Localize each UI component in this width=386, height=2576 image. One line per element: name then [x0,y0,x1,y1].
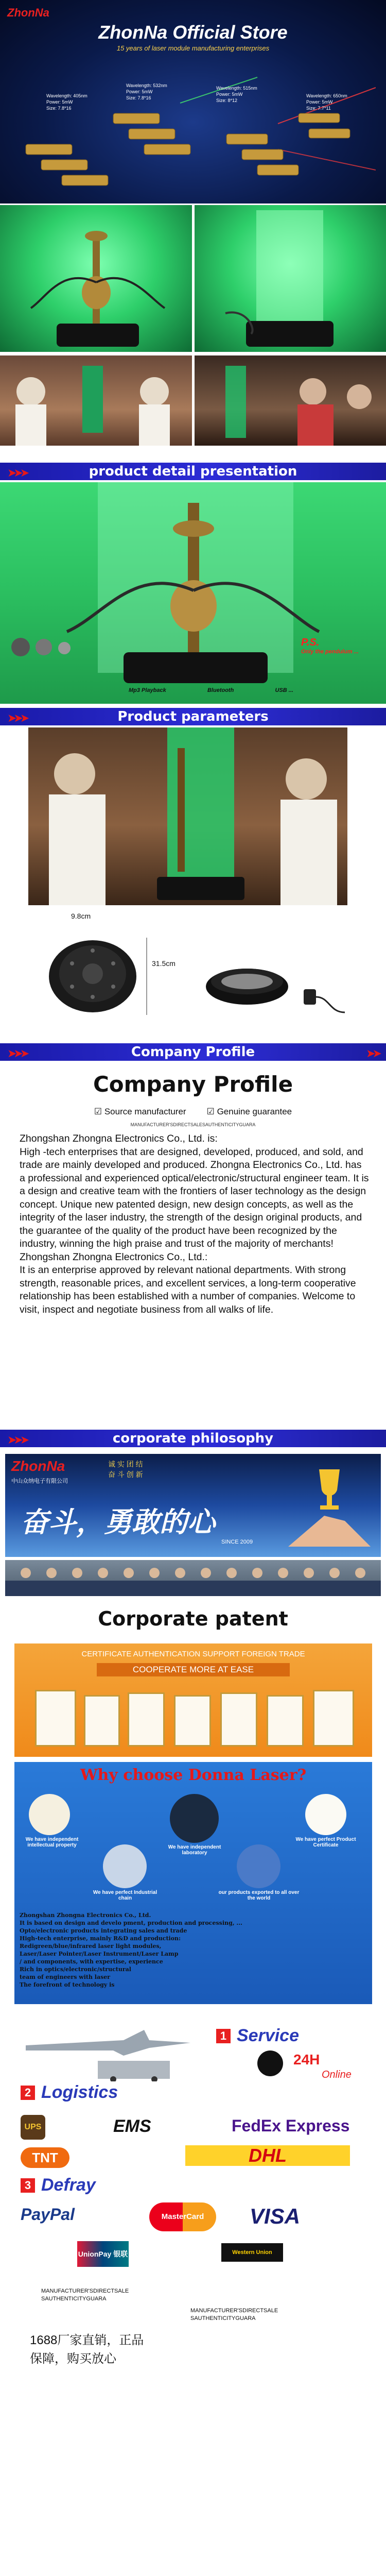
spec-block-4 [306,93,347,111]
philosophy-motto: 诚 实 团 结 [108,1460,143,1468]
section-banner-company [0,1043,386,1061]
payment-mastercard: MasterCard [149,2202,216,2231]
patent-heading: Corporate patent [98,1607,288,1630]
philosophy-since: SINCE 2009 [221,1539,253,1545]
ps-note [301,637,359,655]
spec-size: Size: 8*12 [216,98,238,103]
service-online: Online [322,2069,352,2080]
why-description: Zhongshan Zhongna Electronics Co., Ltd. It is based on design and develo pment, production and processing, ... Opto/electronic products integrating sales and trade High-tech enterprise, mainly R&D and production: Redigreen/blue/infrared laser light modules, Laser/Laser Pointer/Laser Instrument/Laser Lamp / and components, with expertise, experience Rich in optics/electronic/structural team of engineers with laser The forefront of technology is [20,1912,242,1988]
store-title: ZhonNa Official Store [98,22,288,43]
spec-size: Size: 7.8*16 [126,95,151,100]
section-banner-parameters [0,708,386,725]
store-header-banner [0,0,386,204]
laser-module-group [26,113,350,185]
certificate [313,1690,354,1747]
certificate [220,1692,257,1747]
detail-hookah-illustration [0,482,386,704]
spec-wavelength: Wavelength: 532nm [126,83,167,88]
spec-block-2 [126,82,167,101]
why-point-chain [86,1844,164,1901]
spec-wavelength: Wavelength: 650nm [306,93,347,98]
carrier-ups: UPS [21,2115,45,2140]
dimension-width: 9.8cm [71,912,91,920]
feature-row [129,687,293,693]
banner-title: corporate philosophy [112,1431,274,1446]
spec-power: Power: 5mW [306,99,333,105]
certificate [128,1692,165,1747]
arrows-left-icon: ➤➤➤ [7,1047,27,1060]
why-point-ip [24,1794,80,1848]
feature-usb: USB ... [275,687,293,693]
certificate [84,1695,120,1747]
store-subtitle: 15 years of laser module manufacturing enterprises [116,44,270,52]
arrows-right-icon: ➤➤ [366,1047,379,1060]
spec-power: Power: 5mW [216,92,243,97]
footer-tagline-left: MANUFACTURER'SDIRECTSALE SAUTHENTICITYGUARA [41,2288,129,2302]
payment-unionpay: UnionPay 银联 [77,2241,129,2267]
why-point-label: We have perfect Product Certificate [295,1837,356,1848]
industrial-chain-icon [103,1844,147,1888]
banner-title: Company Profile [131,1044,255,1060]
spec-wavelength: Wavelength: 515nm [216,86,257,91]
patent-banner: CERTIFICATE AUTHENTICATION SUPPORT FOREIGN TRADE [81,1650,305,1658]
footer-cn-line2: 保障，购买放心 [30,2352,116,2366]
service-number-2: 2 [21,2086,35,2100]
footer-cn-line1: 1688厂家直销，正品 [30,2333,144,2347]
patent-panel [14,1643,372,1757]
company-tagline: MANUFACTURER'SDIRECTSALESAUTHENTICITYGUARA [130,1122,256,1127]
company-profile-heading: Company Profile [93,1072,293,1097]
footer-tagline-right: MANUFACTURER'SDIRECTSALE SAUTHENTICITYGUARA [190,2308,278,2321]
patent-icon [29,1794,70,1835]
why-point-label: We have independent intellectual property [25,1837,79,1848]
badge-row [0,1107,386,1117]
payment-western-union: Western Union [221,2243,283,2262]
badge-source: ☑ Source manufacturer [94,1107,186,1116]
spec-wavelength: Wavelength: 405nm [46,93,87,98]
product-detail-image [0,482,386,704]
dimension-height: 31.5cm [152,959,176,968]
banner-title: Product parameters [117,709,269,724]
spec-size: Size: 7.7*11 [306,106,331,111]
arrows-left-icon: ➤➤➤ [7,466,27,479]
parameters-photo [28,727,347,905]
hookah-illustration [0,205,192,352]
laser-modules-image [10,57,376,201]
why-point-label: We have independent laboratory [168,1844,221,1856]
support-agent-icon [257,2050,283,2076]
service-number-3: 3 [21,2178,35,2193]
ps-line1: P.S. [301,637,320,648]
certificate [35,1690,76,1747]
badge-genuine-label: Genuine guarantee [217,1107,292,1116]
certificate-icon [305,1794,346,1835]
service-label: Service [237,2026,299,2045]
spec-block-1 [46,93,87,111]
lifestyle-photo-1 [0,355,192,446]
carrier-fedex: FedEx Express [232,2116,350,2135]
badge-genuine: ☑ Genuine guarantee [206,1107,292,1116]
service-number-1: 1 [216,2029,231,2043]
arrows-left-icon: ➤➤➤ [7,711,27,724]
carrier-dhl: DHL [185,2145,350,2166]
company-profile-text: Zhongshan Zhongna Electronics Co., Ltd. is: High -tech enterprises that are designed, developed, produced, and sold, and trade are mainly developed and produced. Zhongna Electronics Co., Ltd. has a professional and experienced optical/electronic/structural engineer team. It is a design and creative team with the frontiers of laser technology as the design concept. Unique new patented design, new design concepts, as well as the integrity of the laser industry, the strength of the design original products, and the guarantee of the quality of the product have been recognized by the industry, winning the high praise and trust of the majority of merchants! Zhongshan Zhongna Electronics Co., Ltd.: It is an enterprise approved by relevant national departments. With strong strength, reasonable prices, and excellent services, a long-term cooperative relationship has been established with a number of companies. Welcome to visit, inspect and negotiate business from all walks of life. [20,1133,369,1315]
payment-paypal: PayPal [21,2205,75,2224]
spec-power: Power: 5mW [126,89,153,94]
defray-label: Defray [41,2175,96,2195]
philosophy-company-cn: 中山众纳电子有限公司 [11,1478,68,1484]
service-hours: 24H [293,2052,320,2067]
banner-title: product detail presentation [89,464,297,479]
philosophy-image [5,1454,381,1557]
feature-mp3: Mp3 Playback [129,687,166,693]
feature-bluetooth: Bluetooth [207,687,234,693]
why-point-label: We have perfect Industrial chain [93,1890,157,1901]
patent-subbanner: COOPERATE MORE AT EASE [97,1663,290,1676]
product-photo-hookah-lit [0,205,192,352]
carrier-tnt: TNT [21,2147,69,2168]
arrows-left-icon: ➤➤➤ [7,1433,27,1446]
why-title: Why choose Donna Laser? [80,1766,307,1784]
lifestyle-photo-2 [195,355,386,446]
trophy-handshake-icon [283,1464,376,1552]
carrier-ems: EMS [113,2116,151,2136]
badge-source-label: Source manufacturer [104,1107,186,1116]
dimensions-diagram [36,912,355,1025]
speaker-illustration [36,922,355,1025]
certificate [174,1695,211,1747]
ps-line2: Only the pendulum ... [301,649,359,655]
laboratory-icon [170,1794,219,1843]
philosophy-slogan: 奋斗，勇敢的心 [21,1507,215,1538]
spec-block-3 [216,85,257,104]
why-point-cert [290,1794,362,1848]
product-photo-hookah-glow [195,205,386,352]
why-point-export [215,1844,303,1901]
brand-logo: ZhonNa [7,6,49,19]
certificate [267,1695,304,1747]
airplane-truck-icon [21,2025,206,2081]
payment-visa: VISA [250,2204,301,2228]
logistics-label: Logistics [41,2082,118,2102]
why-choose-panel [14,1762,372,2004]
spec-size: Size: 7.8*16 [46,106,72,111]
philosophy-brand: ZhonNa [11,1458,65,1474]
philosophy-motto-2: 奋 斗 创 新 [108,1470,143,1479]
section-banner-detail [0,463,386,480]
why-point-label: our products exported to all over the world [218,1890,300,1901]
service-section [21,2025,371,2396]
globe-icon [237,1844,280,1888]
section-banner-philosophy [0,1430,386,1447]
spec-power: Power: 5mW [46,99,73,105]
team-photo [5,1560,381,1596]
hookah-base-illustration [195,205,386,352]
